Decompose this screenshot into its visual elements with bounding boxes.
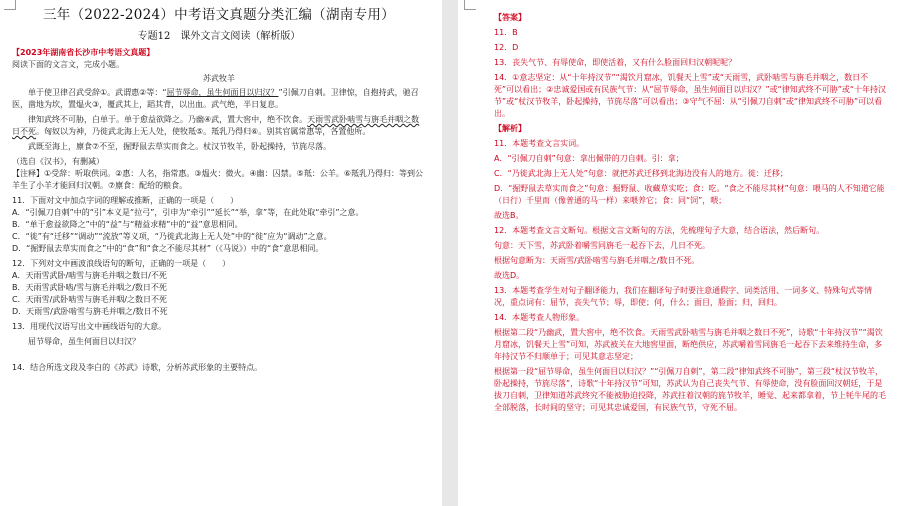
q12-option-d: D．天雨雪/武卧啮雪与旃毛并咽之/数日不死 (12, 307, 168, 316)
question-14: 14．结合所选文段及李白的《苏武》诗歌，分析苏武形象的主要特点。 (12, 363, 263, 372)
q12-option-b: B．天雨雪武卧啮/雪与旃毛并咽之/数日不死 (12, 283, 167, 292)
analysis-tag: 【解析】 (494, 124, 526, 133)
passage-text: 。匈奴以为神，乃徙武北海上无人处，使牧羝⑤。羝乳乃得归⑥。别其官属常惠等，各置他所。 (36, 127, 371, 136)
passage-text: 单于使卫律召武受辞①。武谓惠②等：“ (28, 88, 167, 97)
passage-text: ”引佩刀自刺。卫律惊，自抱持武，驰召医，凿地为坎，置煴火③，覆武其上，蹈其背，以出血。武气绝，半日复息。 (12, 88, 419, 109)
question-12: 12．下列对文中画波浪线语句的断句，正确的一项是（ ） (12, 259, 231, 268)
analysis-line: 13．本题考查学生对句子翻译能力，我们在翻译句子时要注意通假字、词类活用、一词多义、特殊句式等情况，重点词有：屈节，丧失气节；辱，即使；何，什么；面目，脸面；归，回归。 (494, 286, 873, 307)
analysis-line: 故选B。 (494, 211, 524, 220)
q12-option-a: A．天雨雪武卧/啮雪与旃毛并咽之数日/不死 (12, 271, 167, 280)
instruction-text: 阅读下面的文言文，完成小题。 (12, 60, 124, 69)
question-11: 11．下面对文中加点字词的理解或推断，正确的一项是（ ） (12, 196, 239, 205)
passage-paragraph-1 (12, 87, 426, 111)
answer-tag: 【答案】 (494, 13, 526, 22)
answer-11: 11．B (494, 28, 518, 37)
analysis-line: C．“乃徙武北海上无人处”句意：就把苏武迁移到北海边没有人的地方。徙：迁移； (494, 169, 788, 178)
analysis-line: A．“引佩刀自刺”句意：拿出佩带的刀自刺。引：拿； (494, 154, 684, 163)
answer-13: 13．丧失气节、有辱使命，即使活着，又有什么脸面回归汉朝呢呢？ (494, 58, 737, 67)
underlined-sentence: 屈节辱命，虽生何面目以归汉？ (166, 88, 279, 97)
analysis-line: 故选D。 (494, 271, 525, 280)
passage-paragraph-3: 武既至海上，廪食⑦不至，掘野鼠去草实而食之。杖汉节牧羊，卧起操持，节旄尽落。 (28, 142, 332, 151)
q11-option-b: B．“单于愈益欲降之”中的“益”与“精益求精”中的“益”意思相同。 (12, 220, 243, 229)
q11-option-d: D．“掘野鼠去草实而食之”中的“食”和“食之不能尽其材”（《马说》）中的“食”意思相同。 (12, 244, 324, 253)
analysis-line: 根据第二段“乃幽武，置大窖中，绝不饮食。天雨雪武卧啮雪与旃毛并咽之数日不死”，诗歌“十年持汉节”“渴饮月窟冰，饥餐天上雪”可知，苏武被关在大地窖里面，断绝供应，苏武嚼着雪同旃毛一起吞下去来维持生命，多年持汉节不归顺单于；可见其意志坚定； (494, 328, 883, 361)
notes-text: 【注释】①受辞：听取供词。②惠：人名，指常惠。③煴火：微火。④幽：囚禁。⑤羝：公羊。⑥羝乳乃得归：等到公羊生了小羊才能回归汉朝。⑦廪食：配给的粮食。 (12, 169, 424, 190)
question-13: 13．用现代汉语写出文中画线语句的大意。 (12, 322, 167, 331)
document-page-left (0, 0, 442, 506)
document-subtitle: 专题12 课外文言文阅读（解析版） (137, 31, 301, 42)
q12-option-c: C．天雨雪/武卧啮雪与旃毛并咽/之数日不死 (12, 295, 167, 304)
analysis-line: 11．本题考查文言实词。 (494, 139, 585, 148)
passage-text: 律知武终不可胁，白单于。单于愈益欲降之。乃幽④武，置大窖中，绝不饮食。 (28, 115, 308, 124)
analysis-line: 12．本题考查文言文断句。根据文言文断句的方法，先梳理句子大意，结合语法，然后断句。 (494, 226, 825, 235)
page-gutter (442, 0, 458, 506)
analysis-line: 14．本题考查人物形象。 (494, 313, 585, 322)
wavy-underlined-sentence: 天雨雪武卧啮雪与旃毛并咽之数日不死 (12, 115, 420, 136)
answer-12: 12．D (494, 43, 519, 52)
analysis-line: 句意：天下雪，苏武卧着嚼雪同旃毛一起吞下去，几日不死。 (494, 241, 710, 250)
q11-option-c: C．“徙”有“迁移”“调动”“流放”等义项，“乃徙武北海上无人处”中的“徙”应为“调动”之意。 (12, 232, 332, 241)
document-title: 三年（2022-2024）中考语文真题分类汇编（湖南专用） (43, 7, 395, 23)
passage-title: 苏武牧羊 (203, 74, 235, 83)
passage-paragraph-2 (12, 114, 426, 138)
analysis-line: 根据第一段“屈节辱命，虽生何面目以归汉？”“引佩刀自刺”，第二段“律知武终不可胁”，第三段“杖汉节牧羊，卧起操持，节旄尽落”，诗歌“十年持汉节”可知，苏武认为自己丧失气节、有辱使命，没有脸面回汉朝廷，于是拔刀自刺，卫律知道苏武终究不能被胁迫投降，苏武拄着汉朝的旄节牧羊，睡觉、起来都拿着，节上牦牛尾的毛全部脱落，长时间的坚守；可见其忠诚爱国，有民族气节，守死不屈。 (494, 367, 886, 412)
analysis-line: D．“掘野鼠去草实而食之”句意：掘野鼠、收藏草实吃；食：吃。“食之不能尽其材”句意：喂马的人不知道它能（日行）千里而（像普通的马一样）来喂养它；食：同“饲”，喂； (494, 184, 885, 205)
document-page-right (458, 0, 900, 506)
analysis-line: 根据句意断为：天雨雪/武卧啮雪与旃毛并咽之/数日不死。 (494, 256, 700, 265)
q11-option-a: A．“引佩刀自刺”中的“引”本义是“拉弓”，引申为“牵引”“延长”“举，拿”等，在此处取“牵引”之意。 (12, 208, 364, 217)
q13-sentence: 屈节辱命，虽生何面目以归汉？ (28, 337, 140, 346)
answer-14: 14．①意志坚定：从“十年持汉节”“渴饮月窟冰，饥餐天上雪”或“天雨雪，武卧啮雪与旃毛并咽之，数日不死”可以看出；②忠诚爱国或有民族气节：从“屈节辱命，虽生何面目以归汉？”或“律知武终不可胁”或“十年持汉节”或“杖汉节牧羊，卧起操持，节旄尽落”可以看出；③守气不屈：从“引佩刀自刺”或“律知武终不可胁”可以看出。 (494, 73, 887, 118)
excerpt-source: （选自《汉书》，有删减） (12, 157, 104, 166)
source-tag: 【2023年湖南省长沙市中考语文真题】 (12, 48, 155, 57)
